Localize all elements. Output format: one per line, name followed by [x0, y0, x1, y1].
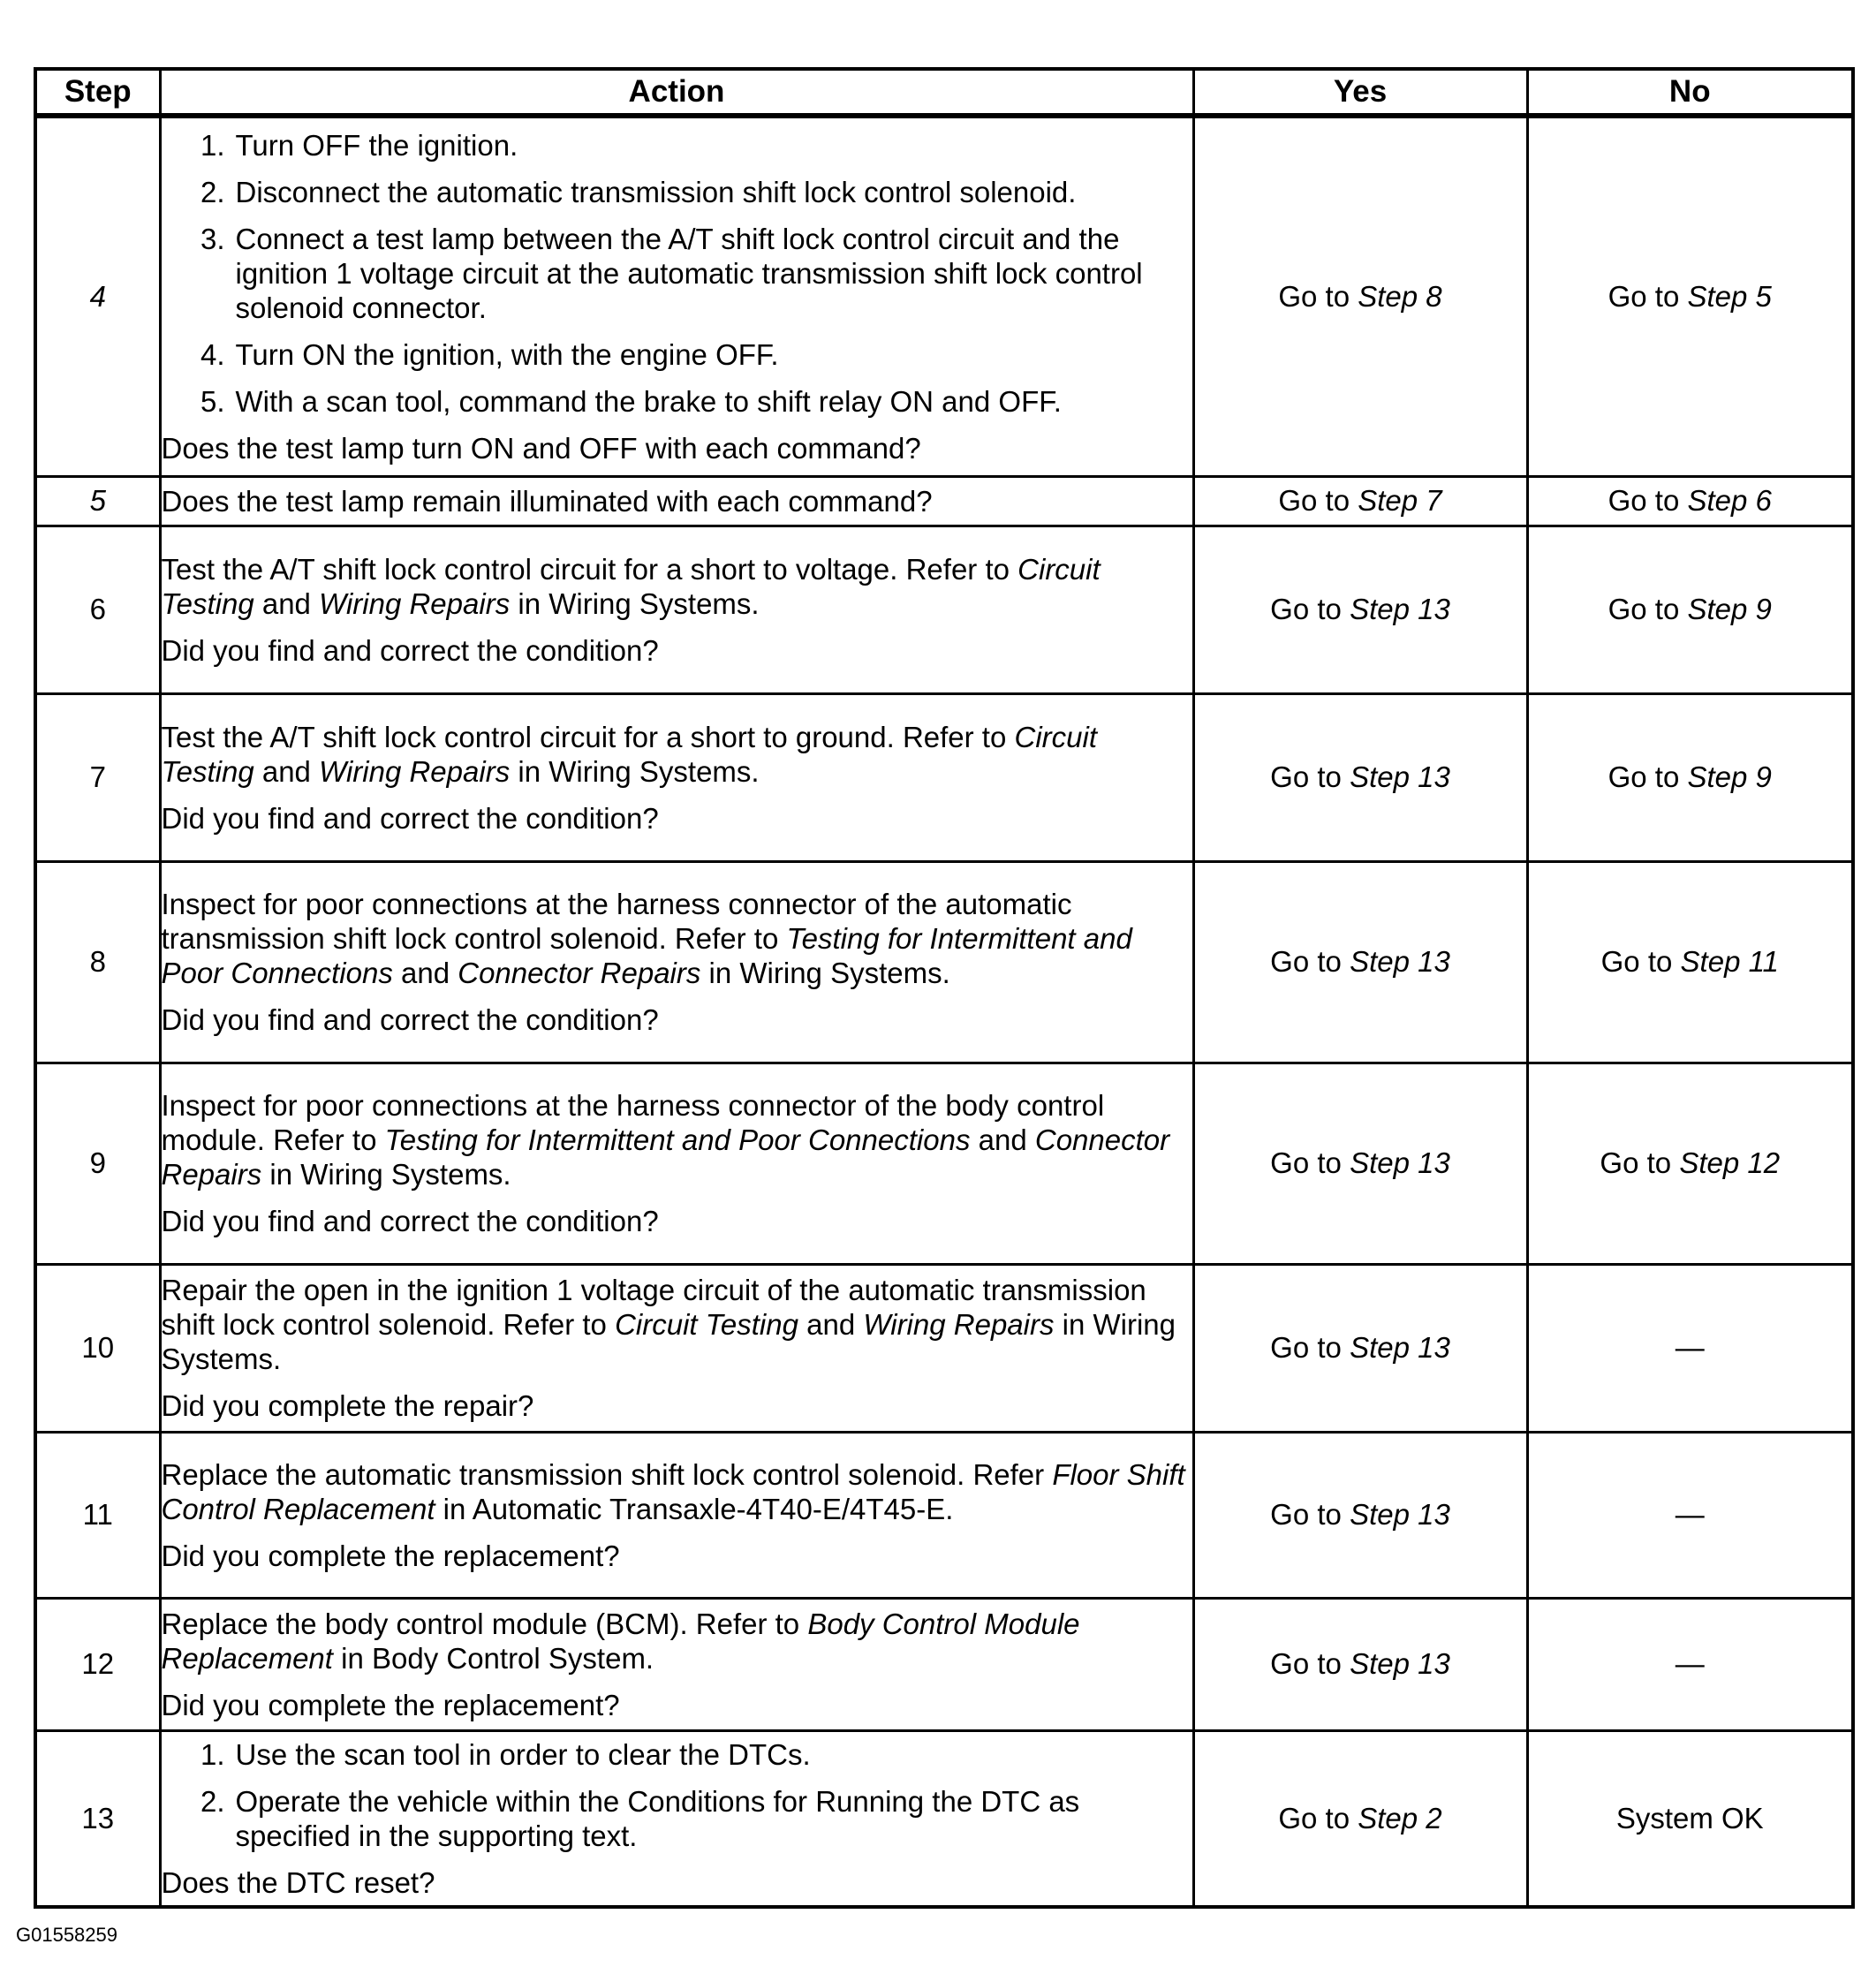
reference-link-text: Wiring Repairs: [863, 1308, 1055, 1341]
step-row-8: [35, 861, 1853, 1063]
step-number: 7: [35, 693, 160, 861]
header-action: Action: [160, 69, 1193, 116]
list-item: [179, 128, 1192, 163]
goto-prefix: Go to: [1270, 1498, 1350, 1531]
step-row-10: [35, 1264, 1853, 1432]
action-cell: [160, 1730, 1193, 1907]
figure-id: G01558259: [16, 1924, 117, 1946]
step-row-13: [35, 1730, 1853, 1907]
diagnostic-document: [34, 67, 1855, 1909]
reference-link-text: Circuit Testing: [615, 1308, 798, 1341]
instruction-text: [162, 1457, 1192, 1526]
goto-prefix: Go to: [1607, 279, 1688, 313]
item-number: 2.: [200, 1784, 225, 1818]
step-reference: Step 13: [1350, 1647, 1450, 1680]
list-item: [179, 222, 1192, 325]
text-segment: Replace the body control module (BCM). Refer to: [161, 1607, 808, 1640]
step-reference: Step 9: [1687, 760, 1772, 793]
no-cell: [1527, 526, 1853, 693]
list-item: [179, 384, 1192, 419]
item-text: Connect a test lamp between the A/T shift lock control circuit and the ignition 1 voltage circuit at the automatic transmission shift lock control solenoid connector.: [235, 222, 1143, 324]
item-text: Turn ON the ignition, with the engine OFF.: [235, 337, 779, 371]
step-number: 4: [35, 116, 160, 476]
text-segment: Replace the automatic transmission shift lock control solenoid. Refer: [161, 1457, 1053, 1491]
reference-link-text: Testing for Intermittent and Poor Connections: [161, 922, 1132, 989]
question-text: Does the DTC reset?: [161, 1865, 435, 1899]
step-row-6: [35, 526, 1853, 693]
reference-link-text: Wiring Repairs: [319, 754, 511, 788]
no-cell: [1527, 1730, 1853, 1907]
text-segment: Test the A/T shift lock control circuit for a short to voltage. Refer to: [161, 552, 1018, 586]
no-cell: [1527, 1264, 1853, 1432]
list-item: [179, 337, 1192, 372]
step-reference: Step 6: [1687, 484, 1772, 517]
text-segment: in Automatic Transaxle-4T40-E/4T45-E.: [435, 1492, 954, 1525]
reference-link-text: Body Control Module Replacement: [161, 1607, 1080, 1675]
text-segment: Test the A/T shift lock control circuit for a short to ground. Refer to: [161, 720, 1015, 753]
goto-prefix: Go to: [1270, 593, 1350, 625]
step-row-5: [35, 476, 1853, 526]
goto-prefix: Go to: [1270, 1647, 1350, 1680]
yes-cell: [1193, 861, 1527, 1063]
goto-prefix: Go to: [1270, 760, 1350, 793]
text-segment: and: [798, 1308, 864, 1341]
text-segment: Repair the open in the ignition 1 voltage circuit of the automatic transmission shift lock control solenoid. Refer to: [161, 1274, 1146, 1341]
item-text: Operate the vehicle within the Conditions for Running the DTC as specified in the supporting text.: [235, 1784, 1080, 1852]
reference-link-text: Testing for Intermittent and Poor Connections: [384, 1123, 971, 1156]
step-number: 12: [35, 1598, 160, 1730]
goto-prefix: Go to: [1600, 1146, 1680, 1179]
goto-prefix: Go to: [1278, 1801, 1358, 1834]
step-number: 10: [35, 1264, 160, 1432]
step-reference: Step 13: [1350, 945, 1450, 978]
instruction-text: [162, 720, 1192, 789]
step-row-7: [35, 693, 1853, 861]
header-yes: Yes: [1193, 69, 1527, 116]
action-cell: [160, 116, 1193, 476]
instruction-text: [162, 1273, 1192, 1376]
not-applicable-dash: —: [1675, 1331, 1705, 1364]
no-cell: [1527, 1598, 1853, 1730]
step-reference: Step 5: [1687, 279, 1772, 313]
text-segment: and: [970, 1123, 1035, 1156]
item-number: 4.: [200, 337, 225, 371]
step-number: 5: [35, 476, 160, 526]
yes-cell: [1193, 116, 1527, 476]
result-text: System OK: [1615, 1801, 1764, 1834]
item-number: 1.: [200, 128, 225, 162]
goto-prefix: Go to: [1607, 760, 1688, 793]
step-reference: Step 13: [1350, 760, 1450, 793]
instruction-text: [162, 552, 1192, 621]
action-cell: [160, 693, 1193, 861]
header-row: [35, 69, 1853, 116]
text-segment: and: [253, 586, 320, 620]
yes-cell: [1193, 693, 1527, 861]
item-number: 3.: [200, 222, 225, 255]
not-applicable-dash: —: [1675, 1647, 1705, 1680]
step-reference: Step 13: [1350, 1498, 1450, 1531]
header-no: No: [1527, 69, 1853, 116]
step-reference: Step 13: [1350, 1331, 1450, 1364]
question-text: Did you complete the replacement?: [161, 1688, 620, 1721]
step-number: 9: [35, 1063, 160, 1264]
question-text: Does the test lamp remain illuminated with each command?: [161, 484, 933, 518]
goto-prefix: Go to: [1270, 1331, 1350, 1364]
step-row-11: [35, 1432, 1853, 1598]
goto-prefix: Go to: [1270, 945, 1350, 978]
text-segment: in Wiring Systems.: [510, 586, 760, 620]
text-segment: in Body Control System.: [332, 1641, 654, 1675]
goto-prefix: Go to: [1607, 484, 1688, 517]
question-text: Did you complete the replacement?: [161, 1539, 620, 1572]
goto-prefix: Go to: [1278, 484, 1358, 517]
list-item: [179, 1737, 1192, 1772]
header-step: Step: [35, 69, 160, 116]
yes-cell: [1193, 1598, 1527, 1730]
yes-cell: [1193, 1730, 1527, 1907]
procedure-list: [162, 128, 1192, 419]
procedure-list: [162, 1737, 1192, 1853]
text-segment: Inspect for poor connections at the harness connector of the automatic transmission shift lock control solenoid. Refer to: [161, 888, 1072, 955]
action-cell: [160, 476, 1193, 526]
action-cell: [160, 526, 1193, 693]
item-number: 1.: [200, 1737, 225, 1771]
list-item: [179, 1784, 1192, 1853]
list-item: [179, 175, 1192, 209]
item-text: Turn OFF the ignition.: [235, 128, 518, 162]
question-text: Did you complete the repair?: [161, 1389, 534, 1422]
action-cell: [160, 1063, 1193, 1264]
yes-cell: [1193, 1264, 1527, 1432]
action-cell: [160, 1264, 1193, 1432]
diagnostic-table: [34, 67, 1855, 1909]
item-text: Disconnect the automatic transmission shift lock control solenoid.: [235, 175, 1077, 208]
step-number: 11: [35, 1432, 160, 1598]
step-number: 8: [35, 861, 160, 1063]
item-text: With a scan tool, command the brake to shift relay ON and OFF.: [235, 384, 1062, 418]
no-cell: [1527, 116, 1853, 476]
action-cell: [160, 1598, 1193, 1730]
yes-cell: [1193, 1432, 1527, 1598]
question-text: Did you find and correct the condition?: [161, 1205, 659, 1237]
step-reference: Step 12: [1679, 1146, 1781, 1179]
item-text: Use the scan tool in order to clear the DTCs.: [235, 1737, 811, 1771]
reference-link-text: Floor Shift Control Replacement: [161, 1457, 1185, 1525]
text-segment: and: [253, 754, 320, 788]
instruction-text: [162, 1607, 1192, 1676]
reference-link-text: Circuit Testing: [161, 552, 1101, 620]
step-reference: Step 13: [1350, 1146, 1450, 1179]
not-applicable-dash: —: [1675, 1498, 1705, 1531]
goto-prefix: Go to: [1270, 1146, 1350, 1179]
goto-prefix: Go to: [1278, 279, 1358, 313]
question-text: Did you find and correct the condition?: [161, 801, 659, 835]
text-segment: and: [392, 957, 458, 989]
goto-prefix: Go to: [1600, 945, 1681, 978]
no-cell: [1527, 693, 1853, 861]
question-text: Did you find and correct the condition?: [161, 1003, 659, 1036]
no-cell: [1527, 476, 1853, 526]
step-reference: Step 7: [1358, 484, 1442, 517]
step-reference: Step 11: [1680, 945, 1779, 978]
question-text: Did you find and correct the condition?: [161, 633, 659, 667]
goto-prefix: Go to: [1607, 593, 1688, 625]
text-segment: in Wiring Systems.: [161, 1308, 1176, 1375]
step-row-4: [35, 116, 1853, 476]
step-number: 13: [35, 1730, 160, 1907]
reference-link-text: Circuit Testing: [161, 720, 1098, 788]
text-segment: in Wiring Systems.: [510, 754, 760, 788]
item-number: 5.: [200, 384, 225, 418]
instruction-text: [162, 1088, 1192, 1191]
step-reference: Step 13: [1350, 593, 1450, 625]
step-reference: Step 9: [1687, 593, 1772, 625]
step-number: 6: [35, 526, 160, 693]
step-reference: Step 8: [1358, 279, 1442, 313]
yes-cell: [1193, 476, 1527, 526]
yes-cell: [1193, 1063, 1527, 1264]
reference-link-text: Connector Repairs: [458, 957, 701, 989]
item-number: 2.: [200, 175, 225, 208]
reference-link-text: Connector Repairs: [161, 1123, 1170, 1191]
text-segment: in Wiring Systems.: [261, 1158, 511, 1191]
step-reference: Step 2: [1358, 1801, 1442, 1834]
no-cell: [1527, 1432, 1853, 1598]
action-cell: [160, 1432, 1193, 1598]
yes-cell: [1193, 526, 1527, 693]
question-text: Does the test lamp turn ON and OFF with each command?: [161, 431, 921, 465]
no-cell: [1527, 1063, 1853, 1264]
reference-link-text: Wiring Repairs: [319, 586, 511, 620]
text-segment: Inspect for poor connections at the harness connector of the body control module. Refer to: [161, 1089, 1105, 1156]
step-row-12: [35, 1598, 1853, 1730]
no-cell: [1527, 861, 1853, 1063]
action-cell: [160, 861, 1193, 1063]
step-row-9: [35, 1063, 1853, 1264]
text-segment: in Wiring Systems.: [700, 957, 950, 989]
instruction-text: [162, 887, 1192, 990]
